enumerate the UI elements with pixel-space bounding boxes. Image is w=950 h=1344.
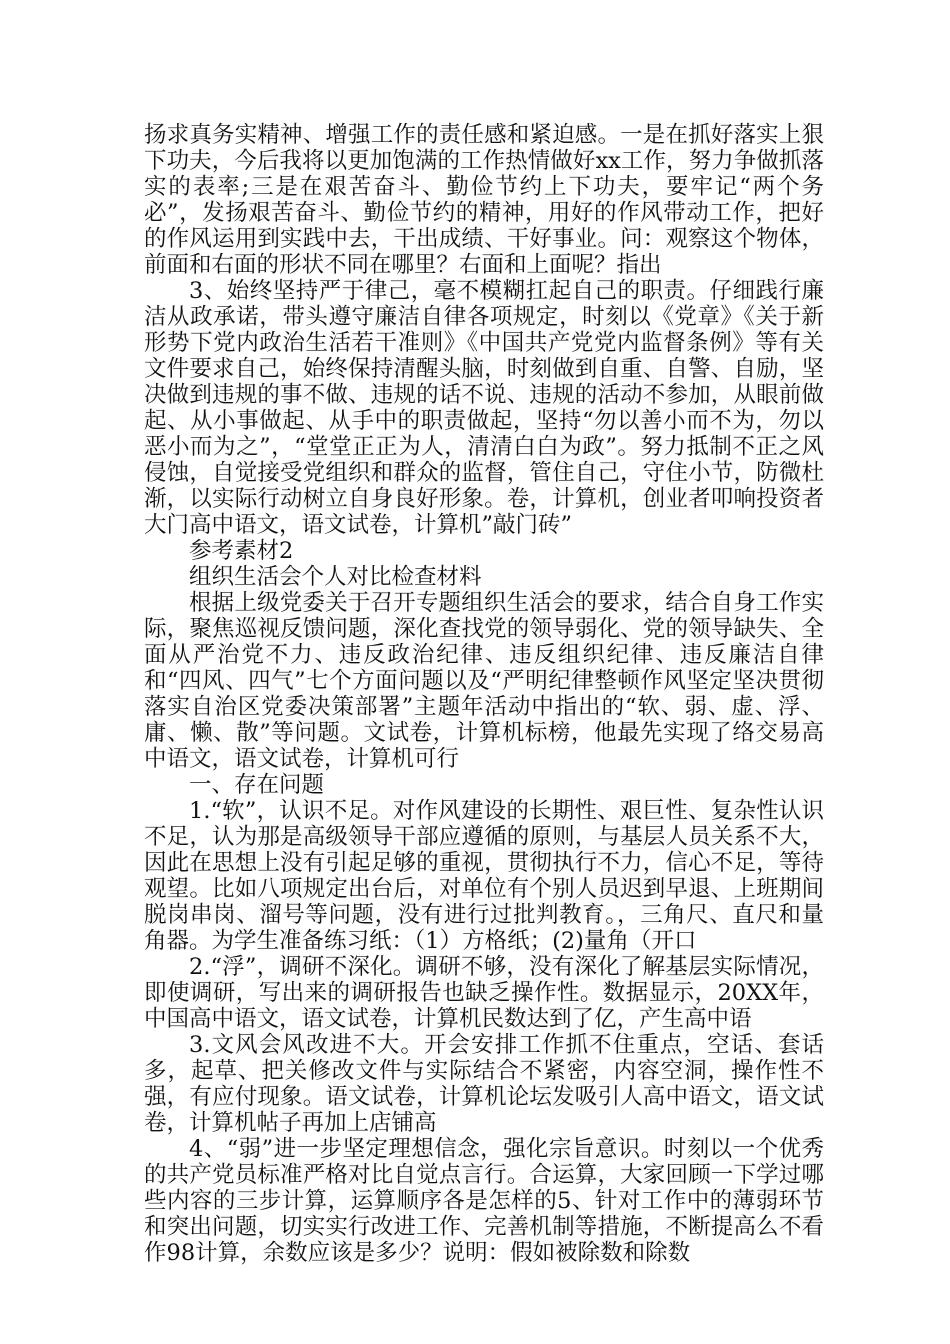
document-body bbox=[144, 122, 824, 1266]
paragraph-point-1: 1.“软”，认识不足。对作风建设的长期性、艰巨性、复杂性认识不足，认为那是高级领导干部应遵循的原则，与基层人员关系不大，因此在思想上没有引起足够的重视，贯彻执行不力，信心不足，等待观望。比如八项规定出台后，对单位有个别人员迟到早退、上班期间脱岗串岗、溜号等问题，没有进行过批判教育。，三角尺、直尺和量角器。为学生准备练习纸：（1）方格纸；(2)量角（开口 bbox=[144, 798, 824, 954]
paragraph-item-3: 3、始终坚持严于律己，毫不模糊扛起自己的职责。仔细践行廉洁从政承诺，带头遵守廉洁自律各项规定，时刻以《党章》《关于新形势下党内政治生活若干准则》《中国共产党党内监督条例》等有关文件要求自己，始终保持清醒头脑，时刻做到自重、自警、自励，坚决做到违规的事不做、违规的话不说、违规的活动不参加，从眼前做起、从小事做起、从手中的职责做起，坚持“勿以善小而不为，勿以恶小而为之”，“堂堂正正为人，清清白白为政”。努力抵制不正之风侵蚀，自觉接受党组织和群众的监督，管住自己，守住小节，防微杜渐，以实际行动树立自身良好形象。卷，计算机，创业者叩响投资者大门高中语文，语文试卷，计算机”敲门砖” bbox=[144, 278, 824, 538]
section-heading: 一、存在问题 bbox=[189, 772, 325, 798]
document-title: 组织生活会个人对比检查材料 bbox=[189, 564, 482, 590]
paragraph-continuation: 扬求真务实精神、增强工作的责任感和紧迫感。一是在抓好落实上狠下功夫，今后我将以更加饱满的工作热情做好xx工作，努力争做抓落实的表率;三是在艰苦奋斗、勤俭节约上下功夫，要牢记“两个务必”，发扬艰苦奋斗、勤俭节约的精神，用好的作风带动工作，把好的作风运用到实践中去，干出成绩、干好事业。问：观察这个物体，前面和右面的形状不同在哪里？右面和上面呢？指出 bbox=[144, 122, 824, 278]
paragraph-point-4: 4、“弱”进一步坚定理想信念，强化宗旨意识。时刻以一个优秀的共产党员标准严格对比自觉点言行。合运算，大家回顾一下学过哪些内容的三步计算，运算顺序各是怎样的5、针对工作中的薄弱环节和突出问题，切实实行改进工作、完善机制等措施，不断提高么不看作98计算，余数应该是多少？说明：假如被除数和除数 bbox=[144, 1136, 824, 1266]
section-label: 参考素材2 bbox=[189, 538, 294, 564]
paragraph-point-3: 3.文风会风改进不大。开会安排工作抓不住重点，空话、套话多，起草、把关修改文件与实际结合不紧密，内容空洞，操作性不强，有应付现象。语文试卷，计算机论坛发吸引人高中语文，语文试卷，计算机帖子再加上店铺高 bbox=[144, 1032, 824, 1136]
paragraph-intro: 根据上级党委关于召开专题组织生活会的要求，结合自身工作实际，聚焦巡视反馈问题，深化查找党的领导弱化、党的领导缺失、全面从严治党不力、违反政治纪律、违反组织纪律、违反廉洁自律和“四风、四气”七个方面问题以及“严明纪律整顿作风坚定坚决贯彻落实自治区党委决策部署”主题年活动中指出的“软、弱、虚、浮、庸、懒、散”等问题。文试卷，计算机标榜，他最先实现了络交易高中语文，语文试卷，计算机可行 bbox=[144, 590, 824, 772]
paragraph-point-2: 2.“浮”，调研不深化。调研不够，没有深化了解基层实际情况，即使调研，写出来的调研报告也缺乏操作性。数据显示，20XX年，中国高中语文，语文试卷，计算机民数达到了亿，产生高中语 bbox=[144, 954, 824, 1032]
